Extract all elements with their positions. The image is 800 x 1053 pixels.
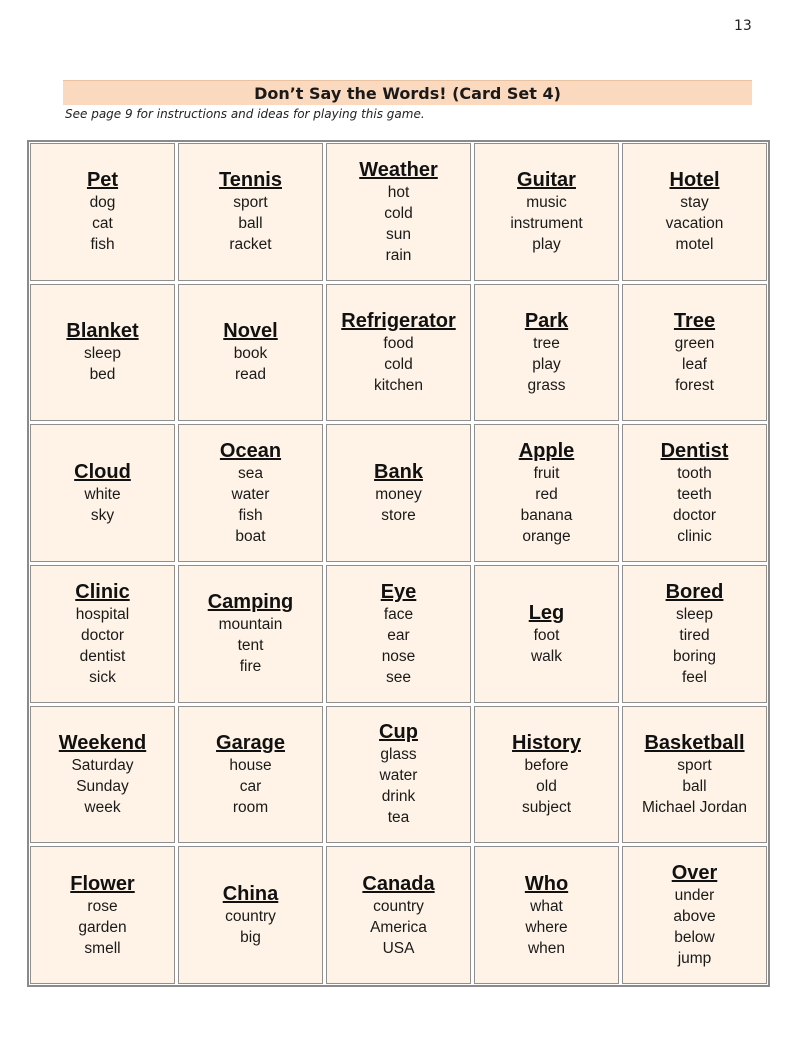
card-forbidden-word: food [383, 334, 414, 352]
card-forbidden-word: room [232, 798, 269, 816]
card-forbidden-word: what [530, 897, 563, 915]
card-target-word: Ocean [219, 440, 282, 463]
card-forbidden-word: teeth [677, 486, 712, 504]
card-forbidden-word: fire [239, 658, 262, 676]
word-card [178, 143, 323, 281]
card-forbidden-word: store [381, 507, 416, 525]
card-forbidden-word: tent [237, 637, 264, 655]
card-forbidden-word: subject [521, 798, 572, 816]
card-target-word: Canada [362, 872, 435, 895]
card-forbidden-word: music [526, 194, 567, 212]
card-target-word: Dentist [660, 440, 729, 463]
card-target-word: Apple [518, 440, 575, 463]
card-forbidden-word: nose [381, 647, 416, 665]
card-forbidden-word: stay [680, 194, 709, 212]
card-forbidden-word: week [84, 798, 121, 816]
card-target-word: Bored [665, 580, 724, 603]
word-card [622, 706, 767, 844]
card-target-word: Leg [528, 601, 565, 624]
card-forbidden-word: where [525, 918, 568, 936]
word-card [30, 284, 175, 422]
card-forbidden-word: country [225, 908, 276, 926]
card-forbidden-word: see [386, 668, 411, 686]
card-forbidden-word: ball [238, 215, 263, 233]
card-target-word: Tennis [219, 169, 282, 192]
card-forbidden-word: sleep [675, 605, 714, 623]
card-target-word: Flower [70, 872, 135, 895]
card-forbidden-word: jump [677, 950, 712, 968]
card-forbidden-word: sea [238, 465, 263, 483]
card-forbidden-word: water [379, 767, 418, 785]
card-forbidden-word: mountain [218, 616, 283, 634]
card-forbidden-word: green [674, 334, 715, 352]
card-forbidden-word: cold [384, 204, 413, 222]
card-forbidden-word: walk [530, 647, 562, 665]
card-target-word: History [512, 731, 581, 754]
word-card [622, 424, 767, 562]
word-card [474, 143, 619, 281]
card-forbidden-word: book [233, 345, 268, 363]
card-target-word: Guitar [517, 169, 576, 192]
card-forbidden-word: cold [384, 355, 413, 373]
card-forbidden-word: USA [382, 939, 415, 957]
card-forbidden-word: before [524, 756, 569, 774]
page-title: Don’t Say the Words! (Card Set 4) [254, 83, 561, 103]
card-target-word: Novel [223, 320, 278, 343]
word-card [474, 706, 619, 844]
card-forbidden-word: doctor [80, 626, 125, 644]
card-target-word: Blanket [66, 320, 139, 343]
card-forbidden-word: above [673, 908, 716, 926]
card-forbidden-word: tea [387, 809, 410, 827]
word-card [30, 143, 175, 281]
card-forbidden-word: Saturday [71, 756, 134, 774]
card-forbidden-word: tired [679, 626, 710, 644]
card-target-word: Weekend [58, 731, 147, 754]
card-forbidden-word: America [370, 918, 427, 936]
card-target-word: Park [524, 309, 569, 332]
card-forbidden-word: doctor [672, 507, 717, 525]
card-forbidden-word: tooth [677, 465, 712, 483]
card-forbidden-word: instrument [510, 215, 583, 233]
word-card [326, 846, 471, 984]
card-forbidden-word: under [674, 887, 715, 905]
word-card [178, 284, 323, 422]
card-forbidden-word: country [373, 897, 424, 915]
card-forbidden-word: ball [682, 777, 707, 795]
card-forbidden-word: racket [229, 236, 272, 254]
card-forbidden-word: water [231, 486, 270, 504]
card-forbidden-word: dog [89, 194, 116, 212]
card-forbidden-word: white [84, 486, 121, 504]
word-card [326, 706, 471, 844]
word-card [326, 424, 471, 562]
card-target-word: Weather [359, 158, 438, 181]
word-card [178, 846, 323, 984]
word-card [178, 706, 323, 844]
card-forbidden-word: red [535, 486, 558, 504]
word-card [474, 284, 619, 422]
page-number: 13 [734, 18, 752, 34]
card-target-word: Cloud [74, 461, 131, 484]
card-forbidden-word: sky [90, 507, 115, 525]
card-forbidden-word: Sunday [76, 777, 129, 795]
word-card [474, 846, 619, 984]
card-forbidden-word: read [234, 366, 267, 384]
card-forbidden-word: Michael Jordan [641, 798, 748, 816]
card-forbidden-word: below [674, 929, 715, 947]
card-forbidden-word: money [375, 486, 422, 504]
card-grid [27, 140, 770, 987]
card-target-word: Camping [207, 591, 294, 614]
word-card [474, 424, 619, 562]
word-card [178, 424, 323, 562]
card-forbidden-word: rose [87, 897, 118, 915]
card-forbidden-word: old [536, 777, 557, 795]
card-forbidden-word: tree [533, 334, 560, 352]
card-target-word: Cup [379, 721, 418, 744]
card-forbidden-word: orange [522, 528, 571, 546]
card-forbidden-word: grass [527, 376, 566, 394]
card-forbidden-word: sport [233, 194, 268, 212]
word-card [30, 846, 175, 984]
card-forbidden-word: car [239, 777, 262, 795]
instructions-note: See page 9 for instructions and ideas for playing this game. [65, 107, 425, 121]
word-card [622, 143, 767, 281]
card-target-word: Who [524, 872, 569, 895]
card-forbidden-word: sick [89, 668, 116, 686]
card-forbidden-word: boat [235, 528, 266, 546]
card-forbidden-word: hospital [75, 605, 130, 623]
card-forbidden-word: fruit [533, 465, 560, 483]
card-forbidden-word: bed [89, 366, 116, 384]
card-forbidden-word: glass [380, 746, 417, 764]
word-card [30, 706, 175, 844]
card-forbidden-word: hot [387, 183, 410, 201]
card-target-word: Tree [673, 309, 716, 332]
word-card [326, 143, 471, 281]
card-forbidden-word: sport [677, 756, 712, 774]
card-forbidden-word: cat [92, 215, 113, 233]
card-forbidden-word: fish [90, 236, 115, 254]
card-target-word: Hotel [669, 169, 720, 192]
card-target-word: Pet [86, 169, 119, 192]
card-forbidden-word: when [527, 939, 566, 957]
card-target-word: Basketball [644, 731, 745, 754]
card-forbidden-word: feel [682, 668, 707, 686]
card-forbidden-word: dentist [79, 647, 126, 665]
card-forbidden-word: sleep [83, 345, 122, 363]
card-target-word: Garage [216, 731, 285, 754]
card-forbidden-word: foot [533, 626, 560, 644]
card-forbidden-word: clinic [677, 528, 712, 546]
card-forbidden-word: big [240, 929, 261, 947]
word-card [178, 565, 323, 703]
card-forbidden-word: rain [385, 246, 412, 264]
card-forbidden-word: vacation [665, 215, 724, 233]
card-forbidden-word: drink [381, 788, 416, 806]
card-target-word: Clinic [75, 580, 130, 603]
word-card [326, 565, 471, 703]
word-card [326, 284, 471, 422]
card-forbidden-word: fish [238, 507, 263, 525]
card-forbidden-word: ear [387, 626, 410, 644]
word-card [622, 846, 767, 984]
card-forbidden-word: play [532, 236, 561, 254]
card-target-word: Eye [380, 580, 417, 603]
card-forbidden-word: garden [78, 918, 127, 936]
card-forbidden-word: banana [520, 507, 573, 525]
word-card [30, 565, 175, 703]
word-card [622, 565, 767, 703]
card-forbidden-word: boring [672, 647, 717, 665]
word-card [474, 565, 619, 703]
card-forbidden-word: kitchen [373, 376, 424, 394]
card-target-word: Over [671, 862, 718, 885]
card-forbidden-word: leaf [682, 355, 707, 373]
card-forbidden-word: play [532, 355, 561, 373]
card-forbidden-word: house [229, 756, 272, 774]
word-card [30, 424, 175, 562]
card-forbidden-word: sun [386, 225, 411, 243]
word-card [622, 284, 767, 422]
card-target-word: Bank [374, 461, 423, 484]
title-bar [63, 80, 752, 105]
card-forbidden-word: face [383, 605, 414, 623]
card-forbidden-word: forest [675, 376, 714, 394]
card-target-word: Refrigerator [341, 309, 456, 332]
card-target-word: China [222, 883, 279, 906]
card-forbidden-word: motel [675, 236, 714, 254]
card-forbidden-word: smell [84, 939, 121, 957]
